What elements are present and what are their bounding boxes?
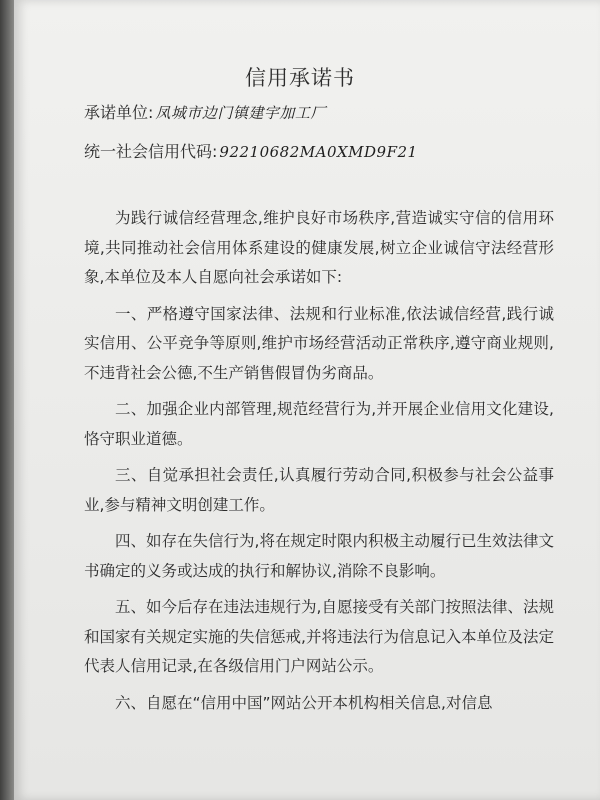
unit-value-handwritten: 凤城市边门镇建宇加工厂 (155, 104, 326, 122)
paragraph-2: 二、加强企业内部管理,规范经营行为,并开展企业信用文化建设,恪守职业道德。 (84, 400, 554, 448)
paragraph-3: 三、自觉承担社会责任,认真履行劳动合同,积极参与社会公益事业,参与精神文明创建工作。 (84, 466, 554, 514)
paragraph-6: 六、自愿在“信用中国”网站公开本机构相关信息,对信息 (115, 693, 493, 712)
document-title: 信用承诺书 (245, 66, 355, 90)
page-binding-edge (0, 0, 14, 800)
credit-code-value-handwritten: 92210682MA0XMD9F21 (219, 143, 418, 161)
paragraph-4: 四、如存在失信行为,将在规定时限内积极主动履行已生效法律文书确定的义务或达成的执行和解协议,消除不良影响。 (84, 532, 554, 580)
paragraph-intro: 为践行诚信经营理念,维护良好市场秩序,营造诚实守信的信用环境,共同推动社会信用体系建设的健康发展,树立企业诚信守法经营形象,本单位及本人自愿向社会承诺如下: (84, 209, 554, 286)
credit-code-label: 统一社会信用代码: (84, 142, 218, 161)
paragraph-5: 五、如今后存在违法违规行为,自愿接受有关部门按照法律、法规和国家有关规定实施的失信惩戒,并将违法行为信息记入本单位及法定代表人信用记录,在各级信用门户网站公示。 (84, 598, 554, 675)
commitment-unit-line (84, 100, 326, 123)
document-body (84, 204, 554, 725)
unit-label: 承诺单位: (84, 103, 154, 122)
credit-code-line (84, 139, 418, 162)
paragraph-1: 一、严格遵守国家法律、法规和行业标准,依法诚信经营,践行诚实信用、公平竞争等原则,维护市场经营活动正常秩序,遵守商业规则,不违背社会公德,不生产销售假冒伪劣商品。 (84, 304, 554, 382)
